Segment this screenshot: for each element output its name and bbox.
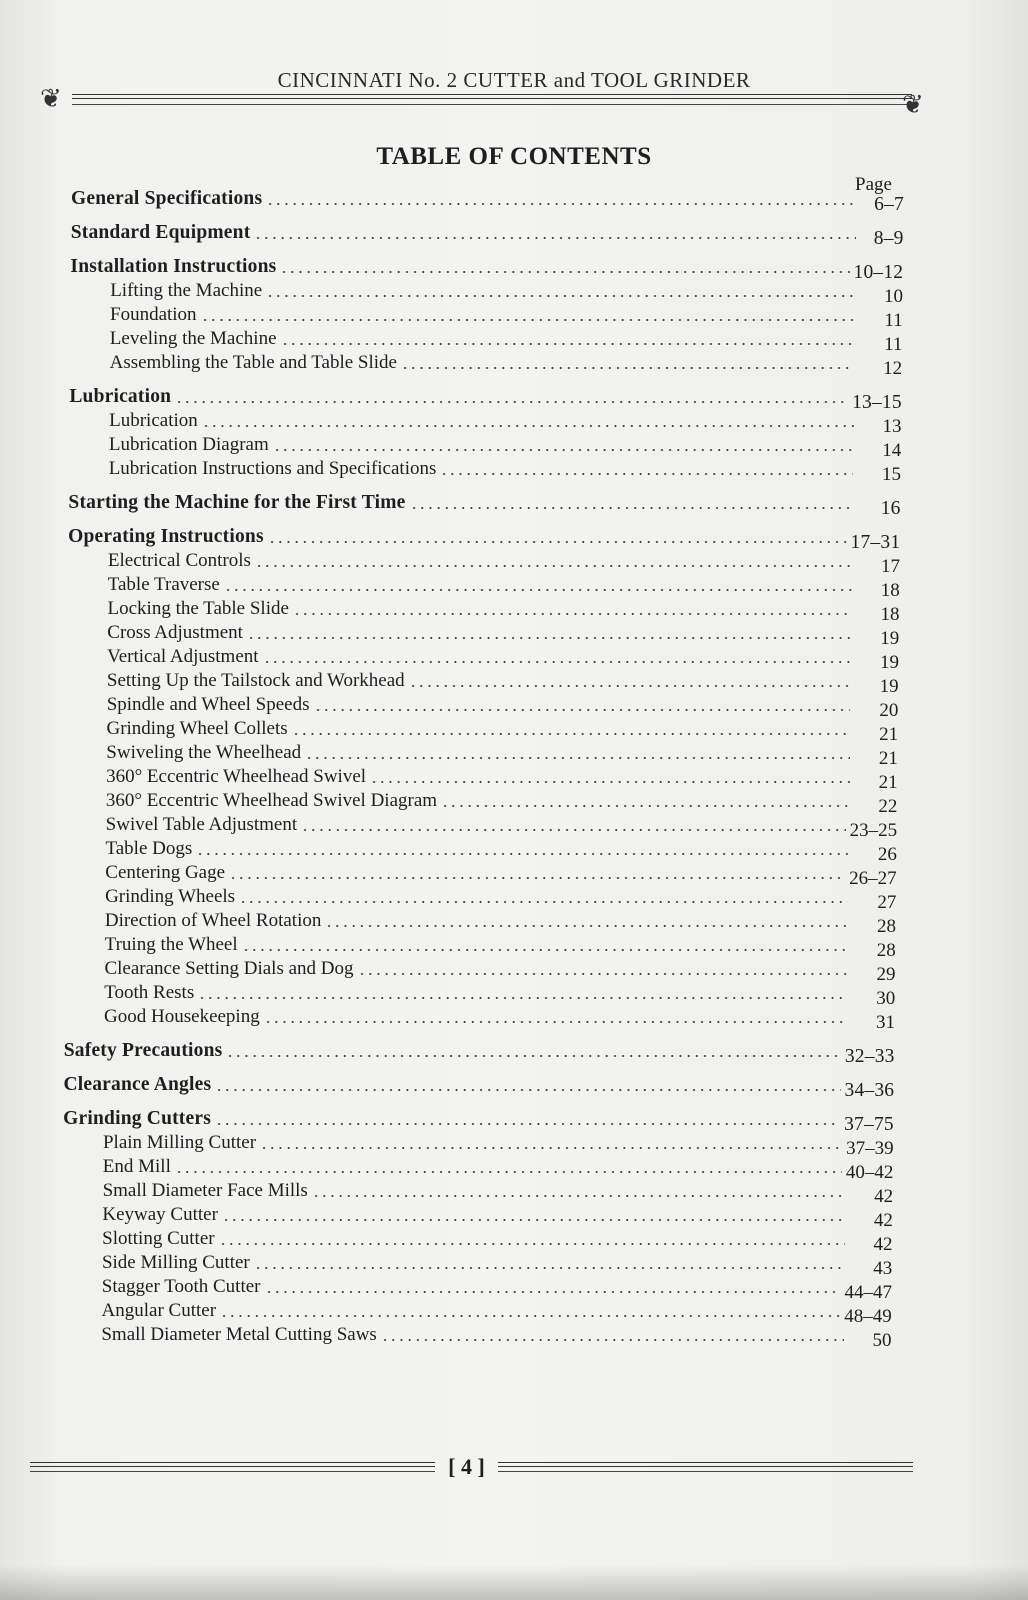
dot-leader — [229, 876, 845, 880]
toc-subsection-entry — [109, 350, 903, 379]
dot-leader — [268, 540, 847, 544]
header-rule-inner — [72, 104, 912, 105]
toc-entry-page: 29 — [876, 964, 896, 985]
toc-entry-page: 32–33 — [844, 1046, 895, 1067]
toc-subsection-entry — [101, 1274, 893, 1303]
toc-entry-page: 27 — [877, 892, 897, 913]
dot-leader — [226, 1054, 840, 1058]
dot-leader — [198, 996, 847, 1000]
toc-entry-label: 360° Eccentric Wheelhead Swivel — [106, 766, 367, 787]
toc-entry-label: 360° Eccentric Wheelhead Swivel Diagram — [105, 790, 438, 811]
toc-entry-label: Standard Equipment — [70, 222, 251, 243]
dot-leader — [401, 366, 854, 370]
toc-section-entry — [63, 1106, 894, 1135]
dot-leader — [254, 236, 855, 240]
header-rule — [72, 94, 912, 99]
toc-subsection-entry — [106, 764, 898, 793]
toc-entry-page: 23–25 — [849, 820, 898, 841]
page-number: [ 4 ] — [448, 1454, 485, 1479]
toc-entry-page: 43 — [873, 1258, 893, 1279]
toc-entry-page: 42 — [873, 1234, 893, 1255]
toc-entry-label: Setting Up the Tailstock and Workhead — [106, 670, 405, 691]
toc-entry-label: Lubrication — [69, 386, 172, 407]
dot-leader — [409, 684, 851, 688]
toc-entry-page: 31 — [876, 1012, 895, 1033]
toc-entry-label: Tooth Rests — [104, 982, 195, 1003]
toc-subsection-entry — [105, 884, 897, 913]
toc-entry-label: Leveling the Machine — [109, 328, 277, 349]
toc-entry-label: Good Housekeeping — [104, 1006, 260, 1027]
toc-subsection-entry — [101, 1250, 893, 1279]
toc-entry-label: Grinding Wheel Collets — [106, 718, 288, 739]
toc-entry-label: Centering Gage — [105, 862, 226, 883]
dot-leader — [242, 948, 848, 952]
dot-leader — [305, 756, 850, 760]
toc-entry-label: Slotting Cutter — [102, 1228, 215, 1249]
toc-subsection-entry — [105, 788, 898, 817]
toc-section-entry — [71, 186, 904, 215]
footer-rule-right-inner — [498, 1471, 913, 1472]
toc-entry-label: Foundation — [110, 304, 197, 325]
toc-subsection-entry — [107, 644, 899, 673]
dot-leader — [266, 202, 856, 206]
toc-entry-page: 10 — [883, 286, 903, 307]
dot-leader — [292, 732, 850, 736]
toc-subsection-entry — [102, 1202, 893, 1231]
toc-entry-label: Swivel Table Adjustment — [105, 814, 298, 835]
toc-entry-label: Grinding Cutters — [63, 1108, 212, 1129]
toc-subsection-entry — [110, 302, 903, 331]
toc-entry-page: 50 — [872, 1330, 892, 1351]
toc-subsection-entry — [101, 1298, 892, 1327]
toc-subsection-entry — [106, 740, 898, 769]
toc-entry-page: 42 — [873, 1210, 893, 1231]
dot-leader — [215, 1122, 840, 1126]
dot-leader — [215, 1088, 840, 1092]
toc-title: TABLE OF CONTENTS — [376, 143, 652, 170]
toc-entry-label: Electrical Controls — [107, 550, 251, 571]
toc-subsection-entry — [104, 908, 897, 937]
dot-leader — [314, 708, 851, 712]
toc-entry-label: Stagger Tooth Cutter — [101, 1276, 261, 1297]
toc-entry-label: Grinding Wheels — [105, 886, 236, 907]
toc-entry-page: 13–15 — [852, 392, 902, 413]
toc-entry-label: Keyway Cutter — [102, 1204, 218, 1225]
toc-entry-page: 19 — [879, 652, 899, 673]
toc-entry-label: Plain Milling Cutter — [102, 1132, 257, 1153]
dot-leader — [224, 588, 852, 592]
toc-entry-page: 21 — [878, 772, 898, 793]
toc-entry-label: Safety Precautions — [63, 1040, 223, 1061]
dot-leader — [266, 294, 855, 298]
toc-entry-page: 18 — [880, 604, 900, 625]
toc-subsection-entry — [105, 812, 898, 841]
toc-section-entry — [63, 1072, 895, 1101]
footer-rule-left — [30, 1462, 435, 1467]
toc-entry-label: Small Diameter Metal Cutting Saws — [101, 1324, 377, 1345]
dot-leader — [220, 1314, 840, 1318]
toc-entry-page: 11 — [884, 334, 903, 355]
dot-leader — [263, 660, 851, 664]
dot-leader — [273, 448, 854, 452]
toc-entry-label: Cross Adjustment — [107, 622, 243, 643]
toc-subsection-entry — [102, 1154, 894, 1183]
dot-leader — [254, 1266, 845, 1270]
toc-subsection-entry — [104, 956, 896, 985]
dot-leader — [381, 1338, 844, 1342]
toc-entry-page: 16 — [880, 498, 901, 519]
running-title: CINCINNATI No. 2 CUTTER and TOOL GRINDER — [277, 68, 751, 92]
toc-subsection-entry — [107, 596, 900, 625]
toc-entry-page: 14 — [882, 440, 902, 461]
dot-leader — [219, 1242, 845, 1246]
dot-leader — [301, 828, 845, 832]
toc-entry-label: Locking the Table Slide — [107, 598, 289, 619]
toc-entry-label: Vertical Adjustment — [107, 646, 259, 667]
toc-subsection-entry — [107, 548, 901, 577]
toc-entry-page: 10–12 — [853, 262, 904, 283]
dot-leader — [202, 424, 854, 428]
toc-subsection-entry — [102, 1226, 893, 1255]
toc-entry-label: Assembling the Table and Table Slide — [109, 352, 397, 373]
footer-rule-right — [498, 1462, 913, 1467]
toc-subsection-entry — [108, 432, 902, 461]
dot-leader — [358, 972, 848, 976]
toc-entry-page: 20 — [879, 700, 899, 721]
toc-subsection-entry — [109, 326, 903, 355]
toc-entry-page: 37–75 — [844, 1114, 894, 1135]
toc-entry-page: 17–31 — [850, 532, 901, 553]
toc-subsection-entry — [106, 692, 899, 721]
dot-leader — [441, 804, 849, 808]
page-edge-shadow — [0, 1565, 1028, 1600]
toc-entry-page: 44–47 — [844, 1282, 893, 1303]
dot-leader — [175, 400, 848, 404]
toc-section-entry — [70, 254, 904, 283]
toc-subsection-entry — [107, 620, 900, 649]
toc-entry-page: 12 — [883, 358, 903, 379]
toc-section-entry — [63, 1038, 895, 1067]
toc-entry-label: Clearance Angles — [63, 1074, 212, 1095]
toc-entry-page: 11 — [884, 310, 903, 331]
page-column-label: Page — [855, 174, 892, 195]
toc-section-entry — [68, 524, 901, 553]
toc-entry-label: General Specifications — [71, 188, 263, 209]
dot-leader — [247, 636, 851, 640]
dot-leader — [175, 1170, 842, 1174]
dot-leader — [370, 780, 850, 784]
toc-subsection-entry — [102, 1178, 894, 1207]
dot-leader — [325, 924, 848, 928]
toc-entry-label: Angular Cutter — [101, 1300, 217, 1321]
dot-leader — [239, 900, 848, 904]
toc-entry-label: Starting the Machine for the First Time — [68, 492, 406, 513]
footer-rule-left-inner — [30, 1471, 435, 1472]
toc-subsection-entry — [106, 716, 899, 745]
toc-entry-page: 13 — [882, 416, 902, 437]
dot-leader — [264, 1020, 847, 1024]
toc-entry-label: Swiveling the Wheelhead — [106, 742, 302, 763]
toc-entry-page: 48–49 — [844, 1306, 892, 1327]
toc-entry-label: Installation Instructions — [70, 256, 277, 277]
toc-entry-page: 40–42 — [845, 1162, 894, 1183]
toc-entry-page: 18 — [880, 580, 900, 601]
dot-leader — [196, 852, 849, 856]
toc-subsection-entry — [101, 1322, 892, 1351]
toc-subsection-entry — [104, 1004, 895, 1033]
toc-subsection-entry — [102, 1130, 894, 1159]
toc-entry-page: 21 — [878, 748, 898, 769]
dot-leader — [293, 612, 852, 616]
dot-leader — [201, 318, 855, 322]
toc-entry-page: 30 — [876, 988, 896, 1009]
toc-subsection-entry — [104, 980, 896, 1009]
toc-entry-label: Truing the Wheel — [104, 934, 238, 955]
toc-section-entry — [69, 384, 902, 413]
toc-subsection-entry — [108, 456, 902, 485]
toc-section-entry — [68, 490, 901, 519]
toc-entry-label: Table Dogs — [105, 838, 193, 859]
toc-entry-page: 26 — [877, 844, 897, 865]
toc-entry-label: Lifting the Machine — [110, 280, 263, 301]
toc-entry-label: Small Diameter Face Mills — [102, 1180, 308, 1201]
toc-subsection-entry — [106, 668, 899, 697]
toc-entry-label: Lubrication — [109, 410, 198, 431]
toc-entry-label: Lubrication Instructions and Specifications — [108, 458, 437, 479]
toc-entry-page: 8–9 — [873, 228, 904, 249]
toc-subsection-entry — [107, 572, 900, 601]
toc-entry-page: 22 — [878, 796, 898, 817]
dot-leader — [280, 270, 849, 274]
toc-entry-page: 26–27 — [849, 868, 897, 889]
toc-entry-page: 37–39 — [846, 1138, 894, 1159]
toc-entry-label: Side Milling Cutter — [101, 1252, 250, 1273]
toc-entry-page: 34–36 — [844, 1080, 895, 1101]
dot-leader — [410, 506, 853, 510]
toc-entry-page: 19 — [879, 676, 899, 697]
toc-entry-page: 42 — [874, 1186, 894, 1207]
toc-subsection-entry — [110, 278, 903, 307]
dot-leader — [260, 1146, 842, 1150]
dot-leader — [312, 1194, 845, 1198]
toc-entry-page: 17 — [881, 556, 901, 577]
toc-subsection-entry — [105, 860, 897, 889]
dot-leader — [265, 1290, 841, 1294]
dot-leader — [440, 472, 853, 476]
toc-entry-page: 15 — [882, 464, 902, 485]
toc-subsection-entry — [109, 408, 902, 437]
toc-entry-page: 28 — [876, 940, 896, 961]
header-ornament-left-icon: ❦ — [40, 84, 62, 113]
toc-entry-label: Spindle and Wheel Speeds — [106, 694, 310, 715]
dot-leader — [255, 564, 852, 568]
toc-entry-label: Clearance Setting Dials and Dog — [104, 958, 354, 979]
toc-section-entry — [70, 220, 904, 249]
toc-entry-label: Lubrication Diagram — [108, 434, 269, 455]
dot-leader — [281, 342, 855, 346]
toc-subsection-entry — [105, 836, 897, 865]
toc-subsection-entry — [104, 932, 896, 961]
toc-entry-label: Table Traverse — [107, 574, 220, 595]
toc-entry-label: End Mill — [102, 1156, 171, 1177]
toc-entry-label: Operating Instructions — [68, 526, 264, 547]
toc-entry-page: 6–7 — [874, 194, 904, 215]
toc-entry-page: 28 — [877, 916, 897, 937]
toc-entry-label: Direction of Wheel Rotation — [104, 910, 322, 931]
toc-entry-page: 21 — [879, 724, 899, 745]
toc-entry-page: 19 — [880, 628, 900, 649]
header-ornament-right-icon: ❦ — [902, 90, 924, 119]
dot-leader — [222, 1218, 845, 1222]
